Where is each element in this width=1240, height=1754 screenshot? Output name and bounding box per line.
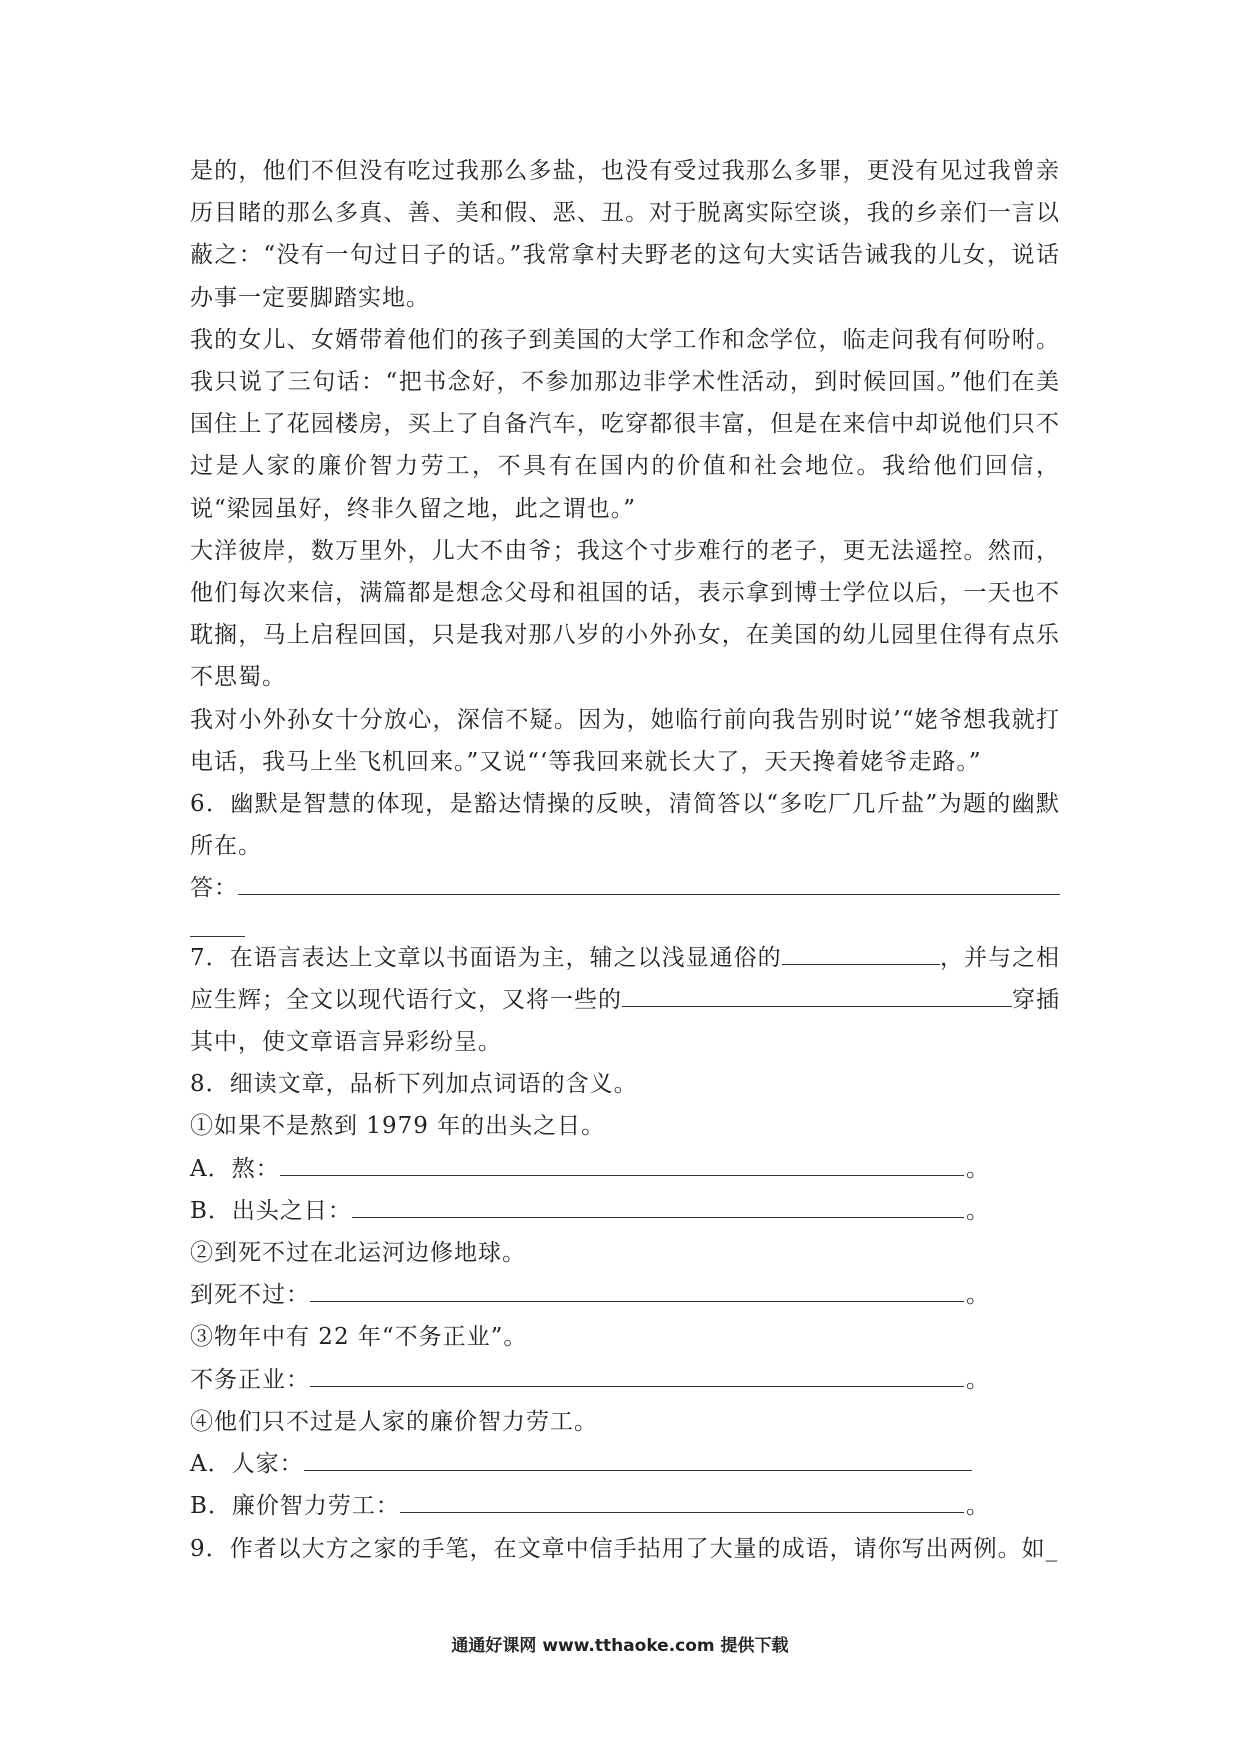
q8-blank-3a[interactable] (310, 1360, 964, 1387)
q8-item-4a-label: A．人家： (190, 1451, 304, 1478)
q8-item-4b (190, 1485, 990, 1527)
question-8-sentence-2: ②到死不过在北运河边修地球。 (190, 1240, 526, 1267)
q8-blank-4a[interactable] (304, 1444, 972, 1471)
q8-item-4a (190, 1443, 972, 1485)
q8-period-1a: 。 (966, 1155, 990, 1182)
q8-item-2a-label: 到死不过： (190, 1282, 310, 1309)
q8-period-2a: 。 (966, 1282, 990, 1309)
q8-item-1b-label: B．出头之日： (190, 1197, 352, 1224)
q8-blank-1a[interactable] (280, 1149, 964, 1176)
q8-period-3a: 。 (966, 1366, 990, 1393)
question-7-part5: 其中，使文章语言异彩纷呈。 (190, 1029, 502, 1056)
q8-item-4b-label: B．廉价智力劳工： (190, 1493, 400, 1520)
question-8-intro: 8．细读文章，品析下列加点词语的含义。 (190, 1071, 638, 1098)
q8-item-1a (190, 1148, 990, 1190)
paragraph-3: 大洋彼岸，数万里外，儿大不由爷；我这个寸步难行的老子，更无法遥控。然而，他们每次来信，满篇都是想念父母和祖国的话，表示拿到博士学位以后，一天也不耽搁，马上启程回国，只是我对那八岁的小外孙女，在美国的幼儿园里住得有点乐不思蜀。 (190, 537, 1060, 691)
q7-blank-1[interactable] (782, 938, 940, 965)
paragraph-2: 我的女儿、女婿带着他们的孩子到美国的大学工作和念学位，临走问我有何吩咐。我只说了三句话：“把书念好，不参加那边非学术性活动，到时候回国。”他们在美国住上了花园楼房，买上了自备汽车，吃穿都很丰富，但是在来信中却说他们只不过是人家的廉价智力劳工，不具有在国内的价值和社会地位。我给他们回信，说“梁园虽好，终非久留之地，此之谓也。” (190, 326, 1060, 522)
paragraph-4: 我对小外孙女十分放心，深信不疑。因为，她临行前向我告别时说’“姥爷想我就打电话，我马上坐飞机回来。”又说“‘等我回来就长大了，天天搀着姥爷走路。” (190, 706, 1060, 775)
q8-item-1a-label: A．熬： (190, 1155, 280, 1182)
q8-item-3a (190, 1359, 990, 1401)
question-7-part3: 应生辉；全文以现代语行文，又将一些的 (190, 986, 622, 1013)
answer-blank[interactable] (238, 868, 1060, 895)
q8-period-1b: 。 (966, 1197, 990, 1224)
question-6: 6．幽默是智慧的体现，是豁达情操的反映，清简答以“多吃厂几斤盐”为题的幽默所在。 (190, 791, 1060, 860)
paragraph-1: 是的，他们不但没有吃过我那么多盐，也没有受过我那么多罪，更没有见过我曾亲历目睹的那么多真、善、美和假、恶、丑。对于脱离实际空谈，我的乡亲们一言以蔽之：“没有一句过日子的话。”我常拿村夫野老的这句大实话告诫我的儿女，说话办事一定要脚踏实地。 (190, 158, 1060, 311)
question-7-part2: ，并与之相 (940, 944, 1060, 971)
q8-blank-2a[interactable] (310, 1275, 964, 1302)
answer-label: 答： (190, 875, 238, 902)
question-7-part1: 7．在语言表达上文章以书面语为主，辅之以浅显通俗的 (190, 944, 782, 971)
q8-blank-1b[interactable] (352, 1191, 964, 1218)
page-footer: 通通好课网 www.tthaoke.com 提供下载 (451, 1636, 789, 1656)
q8-item-1b (190, 1190, 990, 1232)
question-8-sentence-1: ①如果不是熬到 1979 年的出头之日。 (190, 1113, 606, 1140)
question-8-sentence-4: ④他们只不过是人家的廉价智力劳工。 (190, 1408, 598, 1435)
question-7-part4: 穿插 (1012, 986, 1060, 1013)
question-6-answer-line (190, 867, 1060, 909)
q8-blank-4b[interactable] (400, 1486, 964, 1513)
question-7-line-2 (190, 979, 1060, 1021)
q8-item-3a-label: 不务正业： (190, 1366, 310, 1393)
question-6-answer-line-2 (190, 910, 1060, 937)
q8-period-4b: 。 (966, 1493, 990, 1520)
answer-blank-continuation[interactable] (190, 910, 245, 937)
document-body (190, 150, 1060, 1570)
q8-item-2a (190, 1274, 990, 1316)
question-9: 9．作者以大方之家的手笔，在文章中信手拈用了大量的成语，请你写出两例。如_ (190, 1535, 1059, 1562)
q7-blank-2[interactable] (622, 980, 1012, 1007)
question-7-line-1 (190, 937, 1060, 979)
question-8-sentence-3: ③物年中有 22 年“不务正业”。 (190, 1324, 528, 1351)
